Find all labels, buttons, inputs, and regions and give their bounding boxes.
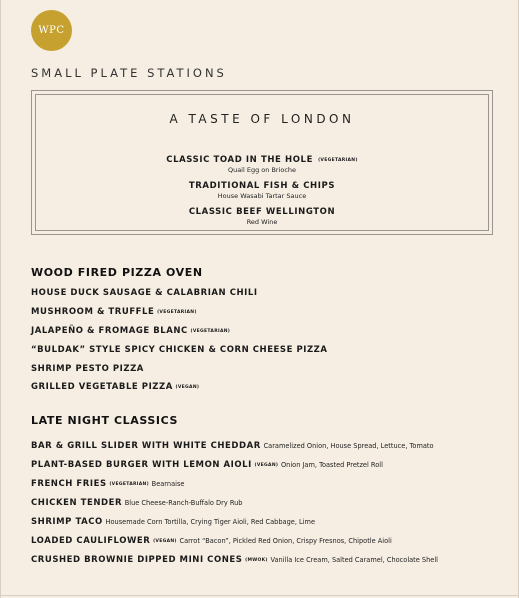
item-description: Blue Cheese-Ranch-Buffalo Dry Rub — [124, 499, 243, 507]
item-description: Housemade Corn Tortilla, Crying Tiger Aioli, Red Cabbage, Lime — [105, 518, 316, 526]
item-name: GRILLED VEGETABLE PIZZA — [31, 382, 173, 392]
item-description: Quail Egg on Brioche — [227, 166, 297, 174]
item-name: FRENCH FRIES — [31, 479, 107, 489]
item-name: SHRIMP TACO — [31, 517, 103, 527]
item-name: LOADED CAULIFLOWER — [31, 536, 151, 546]
item-description: Red Wine — [246, 218, 278, 226]
section-heading: SMALL PLATE STATIONS — [31, 66, 227, 80]
diet-tag: (VEGETARIAN) — [318, 158, 358, 163]
diet-tag: (VEGAN) — [175, 385, 200, 390]
item-name: CHICKEN TENDER — [31, 498, 123, 508]
late-night-section-title: LATE NIGHT CLASSICS — [31, 414, 179, 427]
item-description: Vanilla Ice Cream, Salted Caramel, Chocolate Shell — [270, 556, 439, 564]
menu-item — [31, 326, 230, 337]
item-name: TRADITIONAL FISH & CHIPS — [188, 181, 336, 191]
menu-item — [31, 498, 243, 509]
menu-item — [31, 555, 438, 566]
diet-tag: (VEGETARIAN) — [190, 329, 231, 334]
menu-item — [31, 307, 197, 318]
item-name: “BULDAK” STYLE SPICY CHICKEN & CORN CHEESE PIZZA — [31, 345, 328, 355]
diet-tag: (VEGETARIAN) — [157, 310, 197, 315]
london-item — [32, 199, 492, 226]
menu-item — [31, 382, 199, 393]
pizza-section-title: WOOD FIRED PIZZA OVEN — [31, 266, 203, 279]
item-description: Bearnaise — [151, 480, 185, 488]
page-border-bottom — [0, 595, 519, 596]
menu-item — [31, 441, 434, 452]
menu-item — [31, 345, 328, 356]
item-name: CLASSIC TOAD IN THE HOLE — [166, 155, 313, 165]
diet-tag: (VEGAN) — [153, 539, 177, 544]
page-border-left — [0, 0, 1, 598]
item-description: Caramelized Onion, House Spread, Lettuce, Tomato — [263, 442, 434, 450]
menu-item — [31, 460, 383, 471]
london-item — [32, 173, 492, 200]
item-name: JALAPEÑO & FROMAGE BLANC — [31, 326, 188, 336]
menu-item — [31, 479, 184, 490]
item-name: CLASSIC BEEF WELLINGTON — [188, 207, 336, 217]
diet-tag: (VEGETARIAN) — [109, 482, 149, 487]
item-description: Carrot “Bacon”, Pickled Red Onion, Crispy Fresnos, Chipotle Aioli — [179, 537, 392, 545]
item-name: HOUSE DUCK SAUSAGE & CALABRIAN CHILI — [31, 288, 258, 298]
item-name: BAR & GRILL SLIDER WITH WHITE CHEDDAR — [31, 441, 261, 451]
item-description: House Wasabi Tartar Sauce — [217, 192, 307, 200]
item-name: MUSHROOM & TRUFFLE — [31, 307, 155, 317]
item-name: PLANT-BASED BURGER WITH LEMON AIOLI — [31, 460, 252, 470]
wpc-logo — [31, 10, 72, 51]
menu-item — [31, 536, 392, 547]
diet-tag: (VEGAN) — [254, 463, 279, 468]
london-feature-box — [31, 90, 493, 235]
menu-item — [31, 364, 144, 375]
item-name: SHRIMP PESTO PIZZA — [31, 364, 144, 374]
diet-tag: (MWOK) — [245, 558, 268, 563]
logo-text: WPC — [38, 25, 65, 36]
item-description: Onion Jam, Toasted Pretzel Roll — [280, 461, 383, 469]
menu-item — [31, 517, 315, 528]
london-item — [32, 147, 492, 174]
item-name: CRUSHED BROWNIE DIPPED MINI CONES — [31, 555, 243, 565]
menu-item — [31, 288, 258, 299]
london-title: A TASTE OF LONDON — [169, 112, 355, 126]
